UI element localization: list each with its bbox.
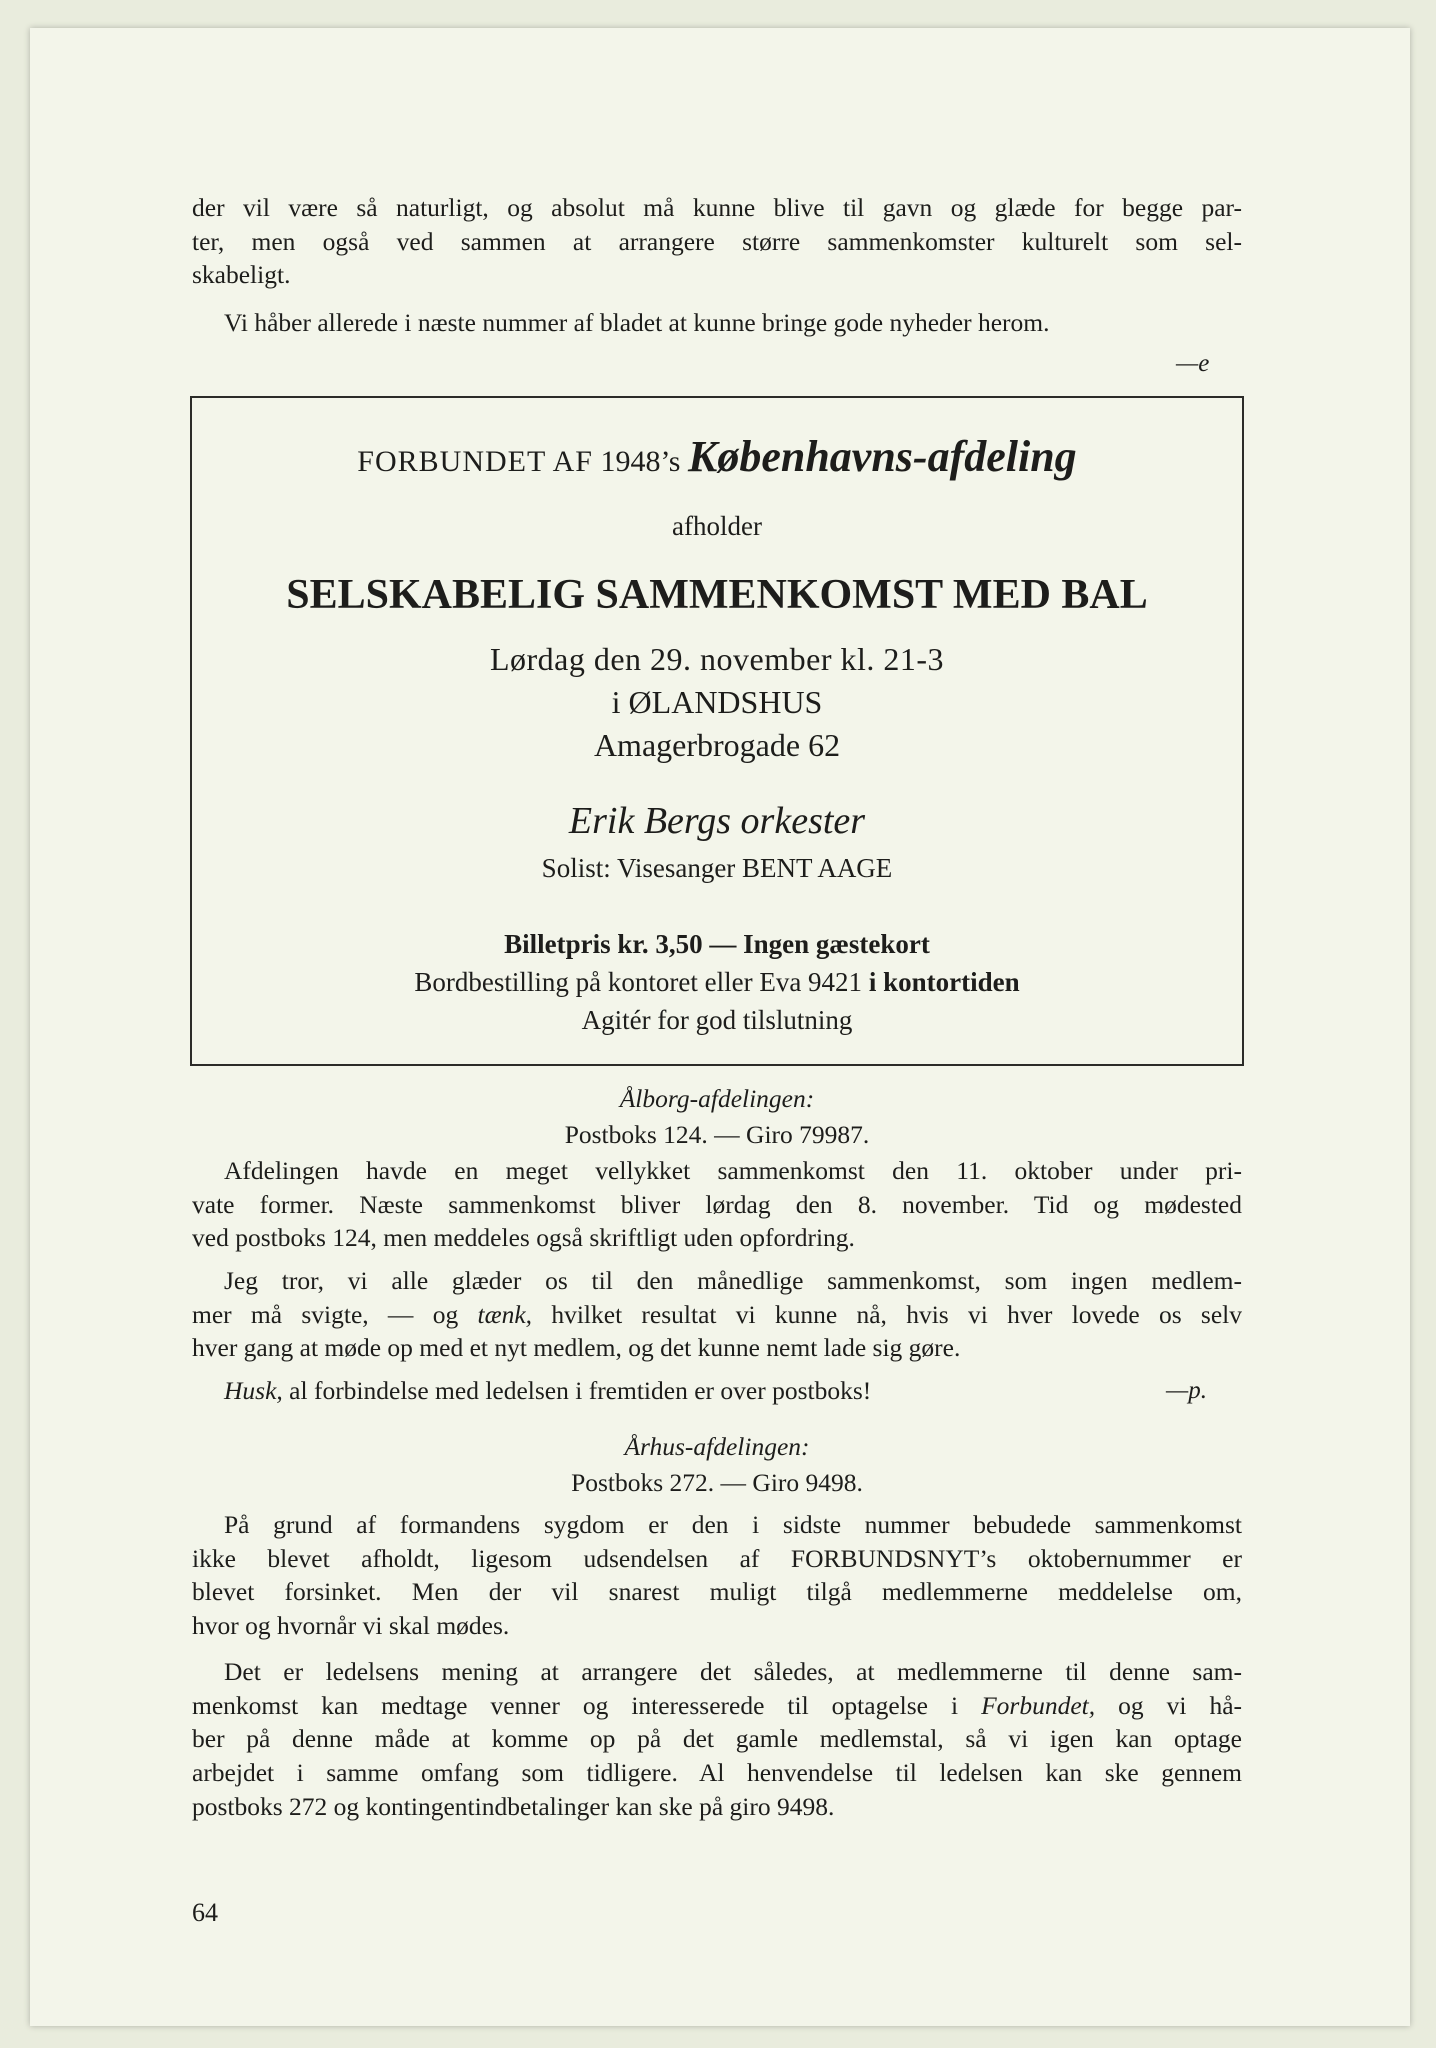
- aalborg-p2-emphasis: tænk,: [477, 1299, 533, 1329]
- intro-line-3: skabeligt.: [192, 260, 291, 290]
- aarhus-p2-line-3: ber på denne måde at komme op på det gamle medlemstal, så vi igen kan optage: [192, 1724, 1242, 1754]
- ad-org-branch: Københavns-afdeling: [687, 432, 1077, 481]
- event-advertisement: [190, 396, 1244, 1066]
- aarhus-p2-line-2: [192, 1689, 1242, 1723]
- aalborg-p1-line-1: Afdelingen havde en meget vellykket sammenkomst den 11. oktober under pri-: [224, 1156, 1242, 1185]
- ad-org-prefix: FORBUNDET AF: [357, 445, 593, 478]
- aalborg-paragraph-1: [192, 1154, 1242, 1255]
- aalborg-contact: Postboks 124. — Giro 79987.: [564, 1120, 870, 1149]
- aalborg-husk-text: al forbindelse med ledelsen i fremtiden er over postboks!: [289, 1376, 872, 1405]
- aarhus-p2-line-4: arbejdet i samme omfang som tidligere. Al henvendelse til ledelsen kan ske gennem: [192, 1758, 1242, 1788]
- aalborg-p2-line-2: [192, 1298, 1242, 1332]
- ad-org-year: 1948’s: [600, 445, 681, 478]
- aalborg-heading: Ålborg-afdelingen:: [619, 1084, 815, 1113]
- aarhus-paragraph-1: [192, 1508, 1242, 1643]
- aalborg-p1-line-2: vate former. Næste sammenkomst bliver lørdag den 8. november. Tid og mødested: [192, 1189, 1242, 1219]
- aarhus-p2-line-1: Det er ledelsens mening at arrangere det således, at medlemmerne til denne sam-: [224, 1657, 1242, 1686]
- intro-line-1: der vil være så naturligt, og absolut må kunne blive til gavn og glæde for begge par-: [192, 193, 1242, 222]
- ad-date: Lørdag den 29. november kl. 21-3: [489, 641, 945, 677]
- ad-call: Agitér for god tilslutning: [581, 1005, 853, 1035]
- aarhus-p2-line-2-b: og vi hå-: [1118, 1690, 1243, 1720]
- aarhus-paragraph-2: [192, 1655, 1242, 1824]
- ad-address: Amagerbrogade 62: [593, 727, 841, 763]
- intro-paragraph: [192, 191, 1242, 292]
- aalborg-p2-line-1: Jeg tror, vi alle glæder os til den månedlige sammenkomst, som ingen medlem-: [224, 1266, 1242, 1295]
- aarhus-p2-line-5: postboks 272 og kontingentindbetalinger kan ske på giro 9498.: [192, 1791, 835, 1821]
- intro-line-4: Vi håber allerede i næste nummer af bladet at kunne bringe gode nyheder herom.: [224, 308, 1050, 337]
- ad-soloist: Solist: Visesanger BENT AAGE: [541, 853, 893, 883]
- aarhus-p2-emphasis: Forbundet,: [981, 1690, 1096, 1720]
- ad-booking: [192, 964, 1242, 1000]
- aalborg-husk-emphasis: Husk,: [224, 1376, 283, 1405]
- aalborg-p1-line-3: ved postboks 124, men meddeles også skriftligt uden opfordring.: [192, 1223, 855, 1253]
- aalborg-p2-line-2-b: hvilket resultat vi kunne nå, hvis vi hver lovede os selv: [551, 1299, 1242, 1329]
- aarhus-p1-line-4: hvor og hvornår vi skal mødes.: [192, 1611, 510, 1641]
- aalborg-p2-line-3: hver gang at møde op med et nyt medlem, og det kunne nemt lade sig gøre.: [192, 1333, 961, 1363]
- ad-organisation-line: [192, 432, 1242, 487]
- aalborg-p2-line-2-a: mer må svigte, — og: [192, 1299, 459, 1329]
- aarhus-p1-line-3: blevet forsinket. Men der vil snarest muligt tilgå medlemmerne meddelelse om,: [192, 1577, 1242, 1607]
- aarhus-p1-line-1: På grund af formandens sygdom er den i sidste nummer bebudede sammenkomst: [224, 1510, 1242, 1539]
- aalborg-husk-line: [224, 1374, 1242, 1408]
- intro-line-2: ter, men også ved sammen at arrangere større sammenkomster kulturelt som sel-: [192, 226, 1242, 256]
- aalborg-paragraph-2: [192, 1264, 1242, 1365]
- ad-price: Billetpris kr. 3,50 — Ingen gæstekort: [504, 929, 930, 959]
- ad-orchestra: Erik Bergs orkester: [568, 800, 866, 842]
- ad-holds: afholder: [672, 511, 762, 541]
- intro-signature: —e: [1176, 350, 1210, 377]
- aarhus-p1-line-2: ikke blevet afholdt, ligesom udsendelsen af FORBUNDSNYT’s oktobernummer er: [192, 1543, 1242, 1573]
- ad-booking-text: Bordbestilling på kontoret eller Eva 9421: [414, 967, 863, 997]
- ad-event-title: SELSKABELIG SAMMENKOMST MED BAL: [286, 572, 1148, 618]
- ad-venue: i ØLANDSHUS: [611, 684, 823, 720]
- page-number: 64: [192, 1898, 218, 1927]
- aarhus-contact: Postboks 272. — Giro 9498.: [571, 1468, 863, 1497]
- aalborg-signature: —p.: [1166, 1377, 1207, 1404]
- aarhus-heading: Århus-afdelingen:: [624, 1432, 810, 1461]
- ad-booking-bold: i kontortiden: [868, 967, 1020, 997]
- aarhus-p2-line-2-a: menkomst kan medtage venner og interesserede til optagelse i: [192, 1690, 959, 1720]
